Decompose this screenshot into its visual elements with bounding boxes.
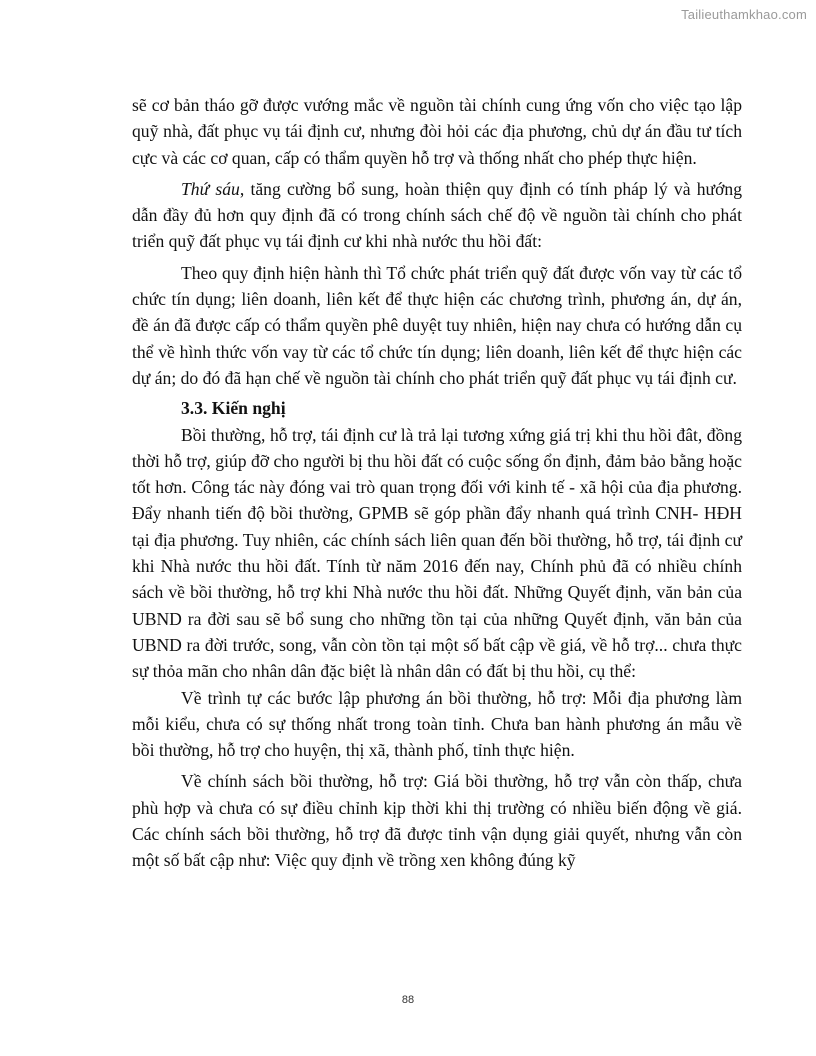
paragraph-compensation-overview: Bồi thường, hỗ trợ, tái định cư là trả lại tương xứng giá trị khi thu hồi đât, đồng thời hỗ trợ, giúp đỡ cho người bị thu hồi đất có cuộc sống ổn định, đảm bảo bằng hoặc tốt hơn. Công tác này đóng vai trò quan trọng đối với kinh tế - xã hội của địa phương. Đẩy nhanh tiến độ bồi thường, GPMB sẽ góp phần đẩy nhanh quá trình CNH- HĐH tại địa phương. Tuy nhiên, các chính sách liên quan đến bồi thường, hỗ trợ, tái định cư khi Nhà nước thu hồi đất. Tính từ năm 2016 đến nay, Chính phủ đã có nhiều chính sách về bồi thường, hỗ trợ khi Nhà nước thu hồi đất. Những Quyết định, văn bản của UBND ra đời sau sẽ bổ sung cho những tồn tại của những Quyết định, văn bản của UBND ra đời trước, song, vẫn còn tồn tại một số bất cập về giá, về hỗ trợ... chưa thực sự thỏa mãn cho nhân dân đặc biệt là nhân dân có đất bị thu hồi, cụ thể: (132, 424, 742, 682)
section-heading: 3.3. Kiến nghị (181, 398, 286, 419)
paragraph-policy: Về chính sách bồi thường, hỗ trợ: Giá bồi thường, hỗ trợ vẫn còn thấp, chưa phù hợp và chưa có sự điều chỉnh kịp thời khi thị trường có nhiều biến động về giá. Các chính sách bồi thường, hỗ trợ đã được tỉnh vận dụng giải quyết, nhưng vẫn còn một số bất cập như: Việc quy định về trồng xen không đúng kỹ (132, 771, 742, 871)
paragraph-current-regulation: Theo quy định hiện hành thì Tổ chức phát triển quỹ đất được vốn vay từ các tổ chức tín dụng; liên doanh, liên kết để thực hiện các chương trình, phương án, dự án, đề án đã được cấp có thẩm quyền phê duyệt tuy nhiên, hiện nay chưa có hướng dẫn cụ thể về hình thức vốn vay từ các tổ chức tín dụng; liên doanh, liên kết để thực hiện các dự án; do đó đã hạn chế về nguồn tài chính cho phát triển quỹ đất phục vụ tái định cư. (132, 262, 742, 388)
page-number: 88 (401, 994, 415, 1006)
watermark-text: Tailieuthamkhao.com (681, 7, 807, 22)
paragraph-sixth-point (132, 176, 742, 255)
paragraph-procedure: Về trình tự các bước lập phương án bồi thường, hỗ trợ: Mỗi địa phương làm mỗi kiểu, chưa có sự thống nhất trong toàn tỉnh. Chưa ban hành phương án mẫu về bồi thường, hỗ trợ cho huyện, thị xã, thành phố, tỉnh thực hiện. (132, 687, 742, 761)
document-body (132, 92, 742, 874)
paragraph-sixth-point-text: , tăng cường bổ sung, hoàn thiện quy định có tính pháp lý và hướng dẫn đầy đủ hơn quy định đã có trong chính sách chế độ về nguồn tài chính cho phát triển quỹ đất phục vụ tái định cư khi nhà nước thu hồi đất: (132, 178, 742, 252)
paragraph-lead-italic: Thứ sáu (181, 178, 240, 199)
paragraph-continuation: sẽ cơ bản tháo gỡ được vướng mắc về nguồn tài chính cung ứng vốn cho việc tạo lập quỹ nhà, đất phục vụ tái định cư, nhưng đòi hỏi các địa phương, chủ dự án đầu tư tích cực và các cơ quan, cấp có thẩm quyền hỗ trợ và thống nhất cho phép thực hiện. (132, 95, 742, 168)
